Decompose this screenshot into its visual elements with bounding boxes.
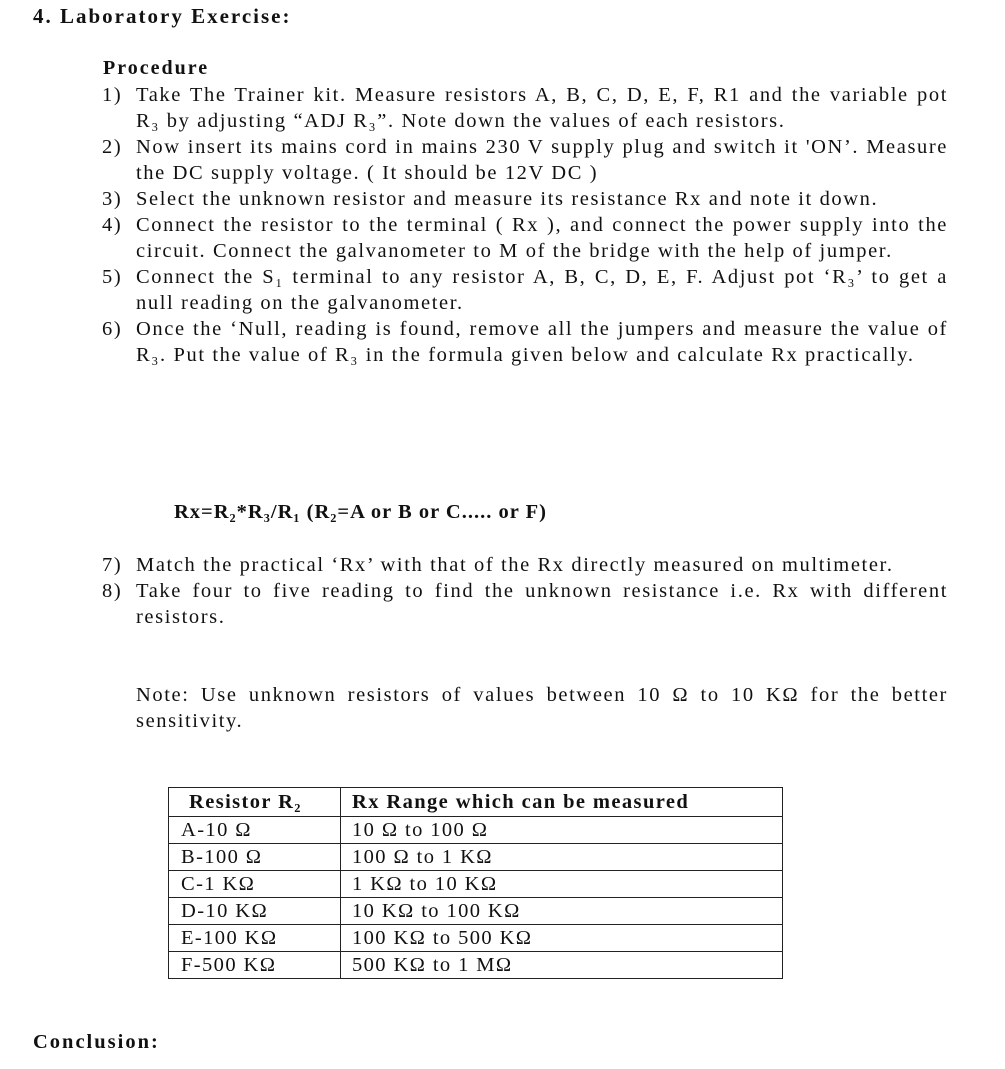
table-cell: 100 KΩ to 500 KΩ xyxy=(341,925,783,952)
table-cell: A-10 Ω xyxy=(169,817,341,844)
step-text: Once the ‘Null, reading is found, remove all the jumpers and measure the value of R₃. Put the value of R₃ in the formula given below and calculate Rx practically. xyxy=(136,318,948,366)
step-text: Select the unknown resistor and measure its resistance Rx and note it down. xyxy=(136,188,879,210)
step-text: Connect the resistor to the terminal ( Rx ), and connect the power supply into the circuit. Connect the galvanometer to M of the bridge with the help of jumper. xyxy=(136,214,948,262)
table-cell: 1 KΩ to 10 KΩ xyxy=(341,871,783,898)
table-cell: B-100 Ω xyxy=(169,844,341,871)
table-cell: 10 KΩ to 100 KΩ xyxy=(341,898,783,925)
step-text: Match the practical ‘Rx’ with that of the Rx directly measured on multimeter. xyxy=(136,554,894,576)
table-cell: 10 Ω to 100 Ω xyxy=(341,817,783,844)
step-text: Take four to five reading to find the unknown resistance i.e. Rx with different resistors. xyxy=(136,580,948,628)
step-number: 4) xyxy=(102,214,123,236)
step-number: 1) xyxy=(102,84,123,106)
step-text: Connect the S₁ terminal to any resistor A, B, C, D, E, F. Adjust pot ‘R₃’ to get a null reading on the galvanometer. xyxy=(136,266,948,314)
table-cell: 500 KΩ to 1 MΩ xyxy=(341,952,783,979)
formula: Rx=R₂*R₃/R₁ (R₂=A or B or C..... or F) xyxy=(174,501,547,523)
procedure-step xyxy=(102,578,948,630)
table-row xyxy=(169,952,783,979)
table-cell: 100 Ω to 1 KΩ xyxy=(341,844,783,871)
step-number: 3) xyxy=(102,188,123,210)
step-number: 8) xyxy=(102,580,123,602)
procedure-step xyxy=(102,186,948,212)
procedure-step xyxy=(102,212,948,264)
procedure-step xyxy=(102,552,948,578)
table-cell: C-1 KΩ xyxy=(169,871,341,898)
column-header: Resistor R₂ xyxy=(169,788,341,817)
step-text: Take The Trainer kit. Measure resistors A, B, C, D, E, F, R1 and the variable pot R₃ by adjusting “ADJ R₃”. Note down the values of each resistors. xyxy=(136,84,948,132)
table-cell: D-10 KΩ xyxy=(169,898,341,925)
table-row xyxy=(169,844,783,871)
conclusion-label: Conclusion: xyxy=(33,1031,160,1053)
table-row xyxy=(169,871,783,898)
table-row xyxy=(169,898,783,925)
sensitivity-note: Note: Use unknown resistors of values between 10 Ω to 10 KΩ for the better sensitivity. xyxy=(136,684,948,732)
procedure-step xyxy=(102,316,948,368)
step-number: 6) xyxy=(102,318,123,340)
table-header-row xyxy=(169,788,783,817)
step-number: 2) xyxy=(102,136,123,158)
procedure-steps xyxy=(102,82,948,368)
step-number: 5) xyxy=(102,266,123,288)
column-header: Rx Range which can be measured xyxy=(341,788,783,817)
step-number: 7) xyxy=(102,554,123,576)
table-row xyxy=(169,925,783,952)
procedure-step xyxy=(102,134,948,186)
table-cell: F-500 KΩ xyxy=(169,952,341,979)
resistor-range-table xyxy=(168,787,783,979)
step-text: Now insert its mains cord in mains 230 V supply plug and switch it 'ON’. Measure the DC supply voltage. ( It should be 12V DC ) xyxy=(136,136,948,184)
table-cell: E-100 KΩ xyxy=(169,925,341,952)
procedure-step xyxy=(102,82,948,134)
table-row xyxy=(169,817,783,844)
procedure-steps-continued xyxy=(102,552,948,630)
procedure-heading: Procedure xyxy=(103,57,210,79)
procedure-step xyxy=(102,264,948,316)
section-title: 4. Laboratory Exercise: xyxy=(33,4,292,28)
